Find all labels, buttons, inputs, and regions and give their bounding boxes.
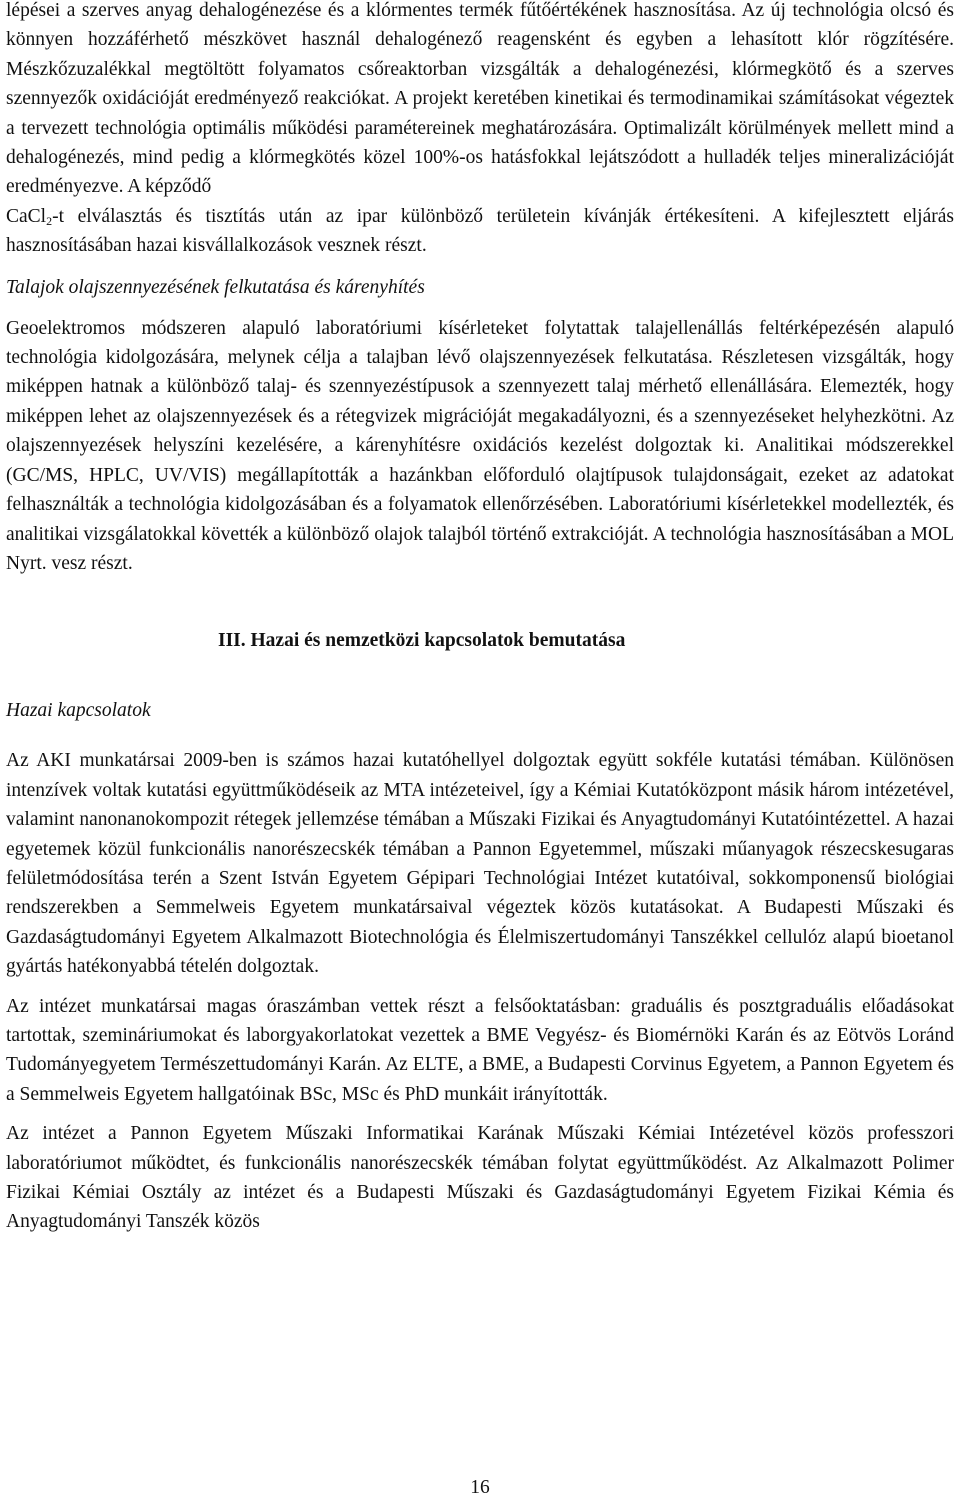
- paragraph-dehalogenation-text: lépései a szerves anyag dehalogénezése és a klórmentes termék fűtőértékének hasznosítása. Az új technológia olcsó és könnyen hozzáférhető mészkövet használ dehalogénező reagensként és egyben a lehasított klór rögzítésére. Mészkőzuzalékkal megtöltött folyamatos csőreaktorban vizsgálták a dehalogénezési, klórmegkötő és a szerves szennyezők oxidációját eredményező reakciókat. A projekt keretében kinetikai és termodinamikai számításokat végeztek a tervezett technológia optimális működési paramétereinek meghatározására. Optimalizált körülmények mellett mind a dehalogénezés, mind pedig a klórmegkötés közel 100%-os hatásfokkal lejátszódott a hulladék teljes mineralizációját eredményezve. A képződő: [6, 0, 954, 198]
- subheading-soil-oil-pollution: Talajok olajszennyezésének felkutatása és kárenyhítés: [6, 276, 425, 298]
- document-page: [6, 0, 954, 1237]
- paragraph-soil-oil-pollution: Geoelektromos módszeren alapuló laboratóriumi kísérleteket folytattak talajellenállás feltérképezésén alapuló technológia kidolgozására, melynek célja a talajban lévő olajszennyezések felkutatása. Részletesen vizsgálták, hogy miképpen hatnak a különböző talaj- és szennyezéstípusok a szennyezett talaj mérhető ellenállására. Elemezték, hogy miképpen lehet az olajszennyezések és a rétegvizek migrációját megakadályozni, és a szennyezéseket helyhezkötni. Az olajszennyezések helyszíni kezelésére, a kárenyhítésre oxidációs kezelést dolgoztak ki. Analitikai módszerekkel (GC/MS, HPLC, UV/VIS) megállapították a hazánkban előforduló olajtípusok tulajdonságait, ezeket az adatokat felhasználták a technológia kidolgozásában és a folyamatok ellenőrzésében. Laboratóriumi kísérletekkel modellezték, és analitikai vizsgálatokkal követték a különböző olajok talajból történő extrakcióját. A technológia hasznosításában a MOL Nyrt. vesz részt.: [6, 317, 954, 574]
- cacl2-formula: CaCl$_2$: [6, 205, 53, 228]
- paragraph-dehalogenation: [6, 0, 954, 261]
- paragraph-domestic-cooperation: Az AKI munkatársai 2009-ben is számos hazai kutatóhellyel dolgoztak együtt sokféle kutatási témában. Különösen intenzívek voltak kutatási együttműködéseik az MTA intézeteivel, így a Kémiai Kutatóközpont másik három intézetével, valamint nanonanokompozit rétegek jellemzése témában a Műszaki Fizikai és Anyagtudományi Kutatóintézettel. A hazai egyetemek közül funkcionális nanorészecskék témában a Pannon Egyetemmel, műszaki műanyagok részecskesugaras felületmódosítása terén a Szent István Egyetem Gépipari Technológiai Intézet kutatóival, sokkomponensű biológiai rendszerekben a Semmelweis Egyetem munkatársaival végeztek közös kutatásokat. A Budapesti Műszaki és Gazdaságtudományi Egyetem Alkalmazott Biotechnológia és Élelmiszertudományi Tanszékkel cellulóz alapú bioetanol gyártás hatékonyabbá tételén dolgoztak.: [6, 750, 954, 978]
- paragraph-higher-education: Az intézet munkatársai magas óraszámban vettek részt a felsőoktatásban: graduális és posztgraduális előadásokat tartottak, szemináriumokat és laborgyakorlatokat vezettek a BME Vegyész- és Biomérnöki Karán és az Eötvös Loránd Tudományegyetem Természettudományi Karán. Az ELTE, a BME, a Budapesti Corvinus Egyetem, a Pannon Egyetem és a Semmelweis Egyetem hallgatóinak BSc, MSc és PhD munkáit irányították.: [6, 995, 954, 1105]
- paragraph-pannon-laboratory: Az intézet a Pannon Egyetem Műszaki Informatikai Karának Műszaki Kémiai Intézetével közös professzori laboratóriumot működtet, és funkcionális nanorészecskék témában folytat együttműködést. Az Alkalmazott Polimer Fizikai Kémiai Osztály az intézet és a Budapesti Műszaki és Gazdaságtudományi Egyetem Fizikai Kémia és Anyagtudományi Tanszék közös: [6, 1123, 954, 1233]
- section-heading-block: [6, 626, 954, 746]
- cacl2-subscript: 2: [46, 213, 53, 228]
- paragraph-dehalogenation-tail: -t elválasztás és tisztítás után az ipar különböző területein kívánják értékesíteni. A kifejlesztett eljárás hasznosításában hazai kisvállalkozások vesznek részt.: [6, 205, 954, 257]
- section-heading-relations: III. Hazai és nemzetközi kapcsolatok bemutatása: [218, 630, 626, 652]
- side-heading-domestic-relations: Hazai kapcsolatok: [6, 700, 151, 722]
- page-number: 16: [470, 1477, 490, 1498]
